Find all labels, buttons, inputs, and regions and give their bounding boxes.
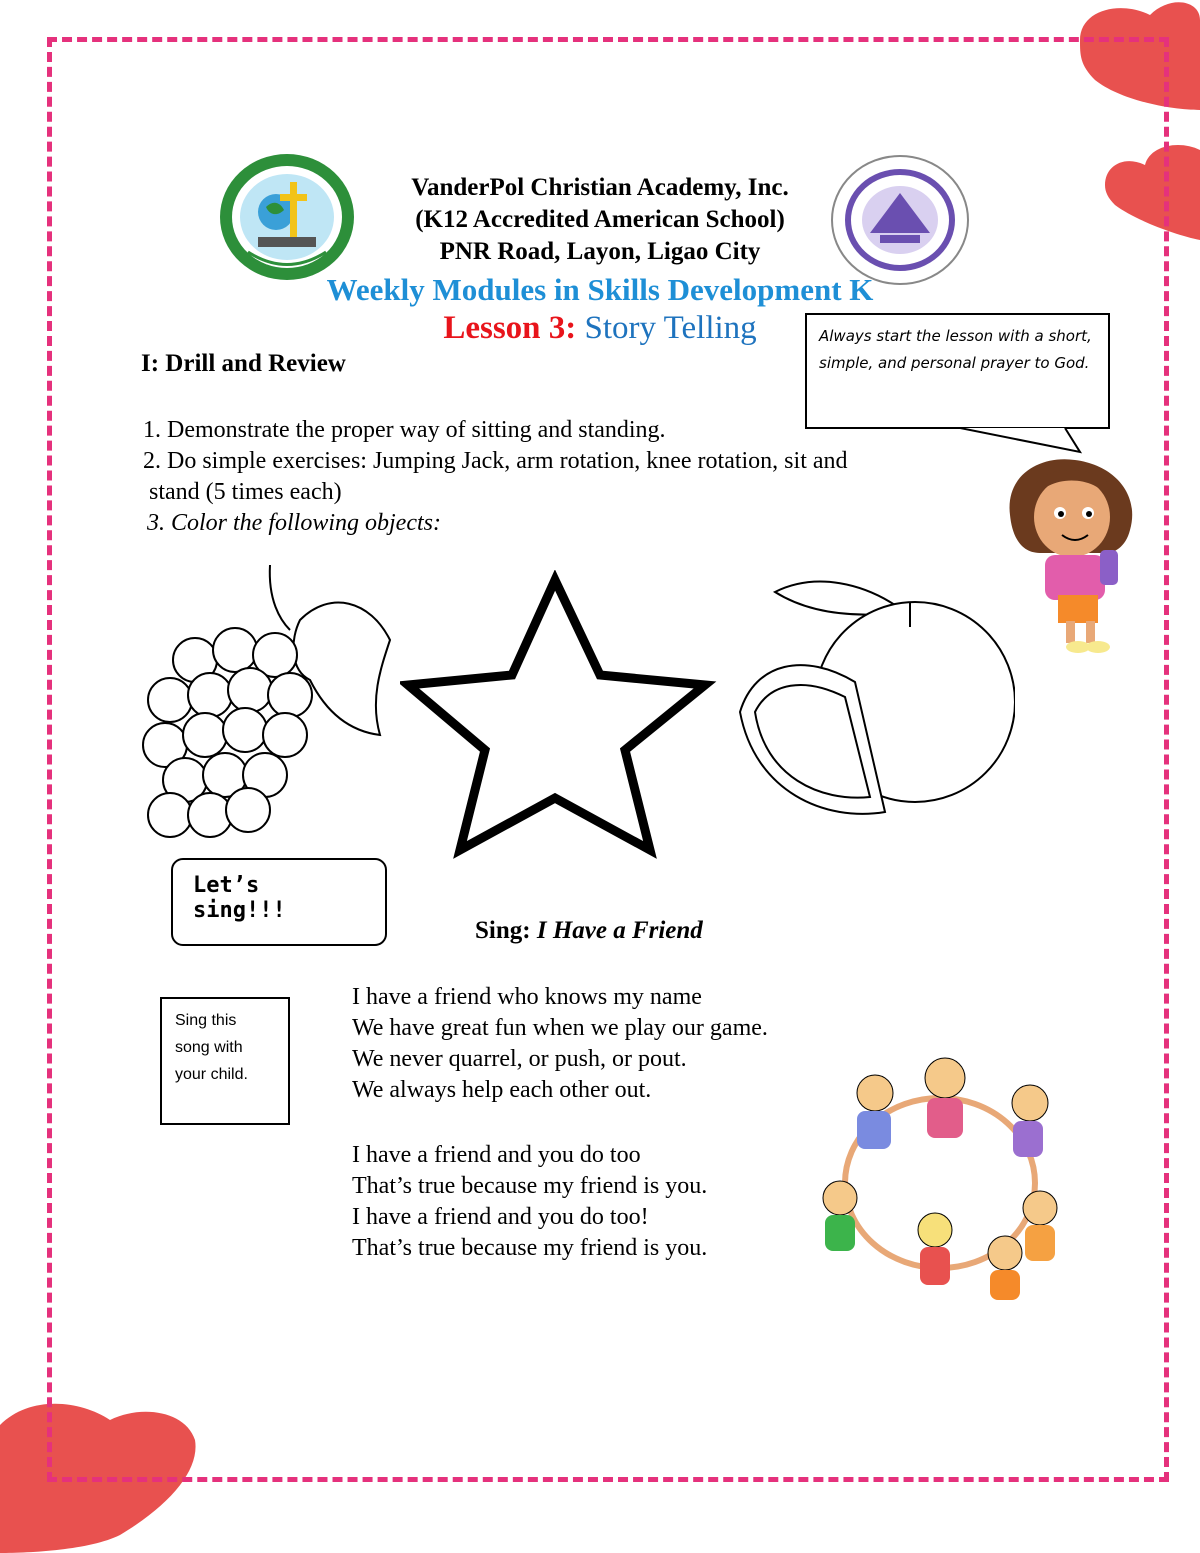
grapes-icon [140,560,405,860]
song-title [475,917,703,945]
drill-item-2-cont: stand (5 times each) [149,479,342,505]
lesson-heading [330,310,870,347]
song-title-name: I Have a Friend [536,917,703,944]
lesson-label: Lesson 3: [443,310,577,346]
accreditation-line: (K12 Accredited American School) [415,206,785,233]
song-verse-2 [352,1140,707,1264]
orange-icon [735,572,1015,832]
lets-sing-banner: Let’s sing!!! [171,858,387,946]
school-address: PNR Road, Layon, Ligao City [439,238,761,265]
children-circle-icon [815,1048,1065,1303]
lyric-line: We have great fun when we play our game. [352,1015,768,1041]
song-verse-1 [352,982,768,1106]
callout-pointer [960,426,1085,456]
lyric-line: That’s true because my friend is you. [352,1235,708,1261]
school-header [330,172,870,268]
lyric-line: We always help each other out. [352,1077,652,1103]
school-name: VanderPol Christian Academy, Inc. [411,174,789,201]
lyric-line: I have a friend and you do too [352,1142,641,1168]
song-title-prefix: Sing: [475,917,531,944]
lyric-line: We never quarrel, or push, or pout. [352,1046,687,1072]
girl-character-icon [1000,455,1140,660]
section-heading: I: Drill and Review [141,350,346,377]
lesson-name: Story Telling [584,310,757,346]
lyric-line: I have a friend who knows my name [352,984,702,1010]
module-title: Weekly Modules in Skills Development K [326,272,874,307]
parent-note: Sing this song with your child. [160,997,290,1125]
drill-item-1: 1. Demonstrate the proper way of sitting and standing. [143,417,666,443]
drill-item-2: 2. Do simple exercises: Jumping Jack, arm rotation, knee rotation, sit and [143,448,848,474]
prayer-callout: Always start the lesson with a short, simple, and personal prayer to God. [805,313,1110,429]
drill-item-3: 3. Color the following objects: [147,510,441,536]
lyric-line: I have a friend and you do too! [352,1204,649,1230]
lyric-line: That’s true because my friend is you. [352,1173,708,1199]
star-icon [400,570,720,860]
